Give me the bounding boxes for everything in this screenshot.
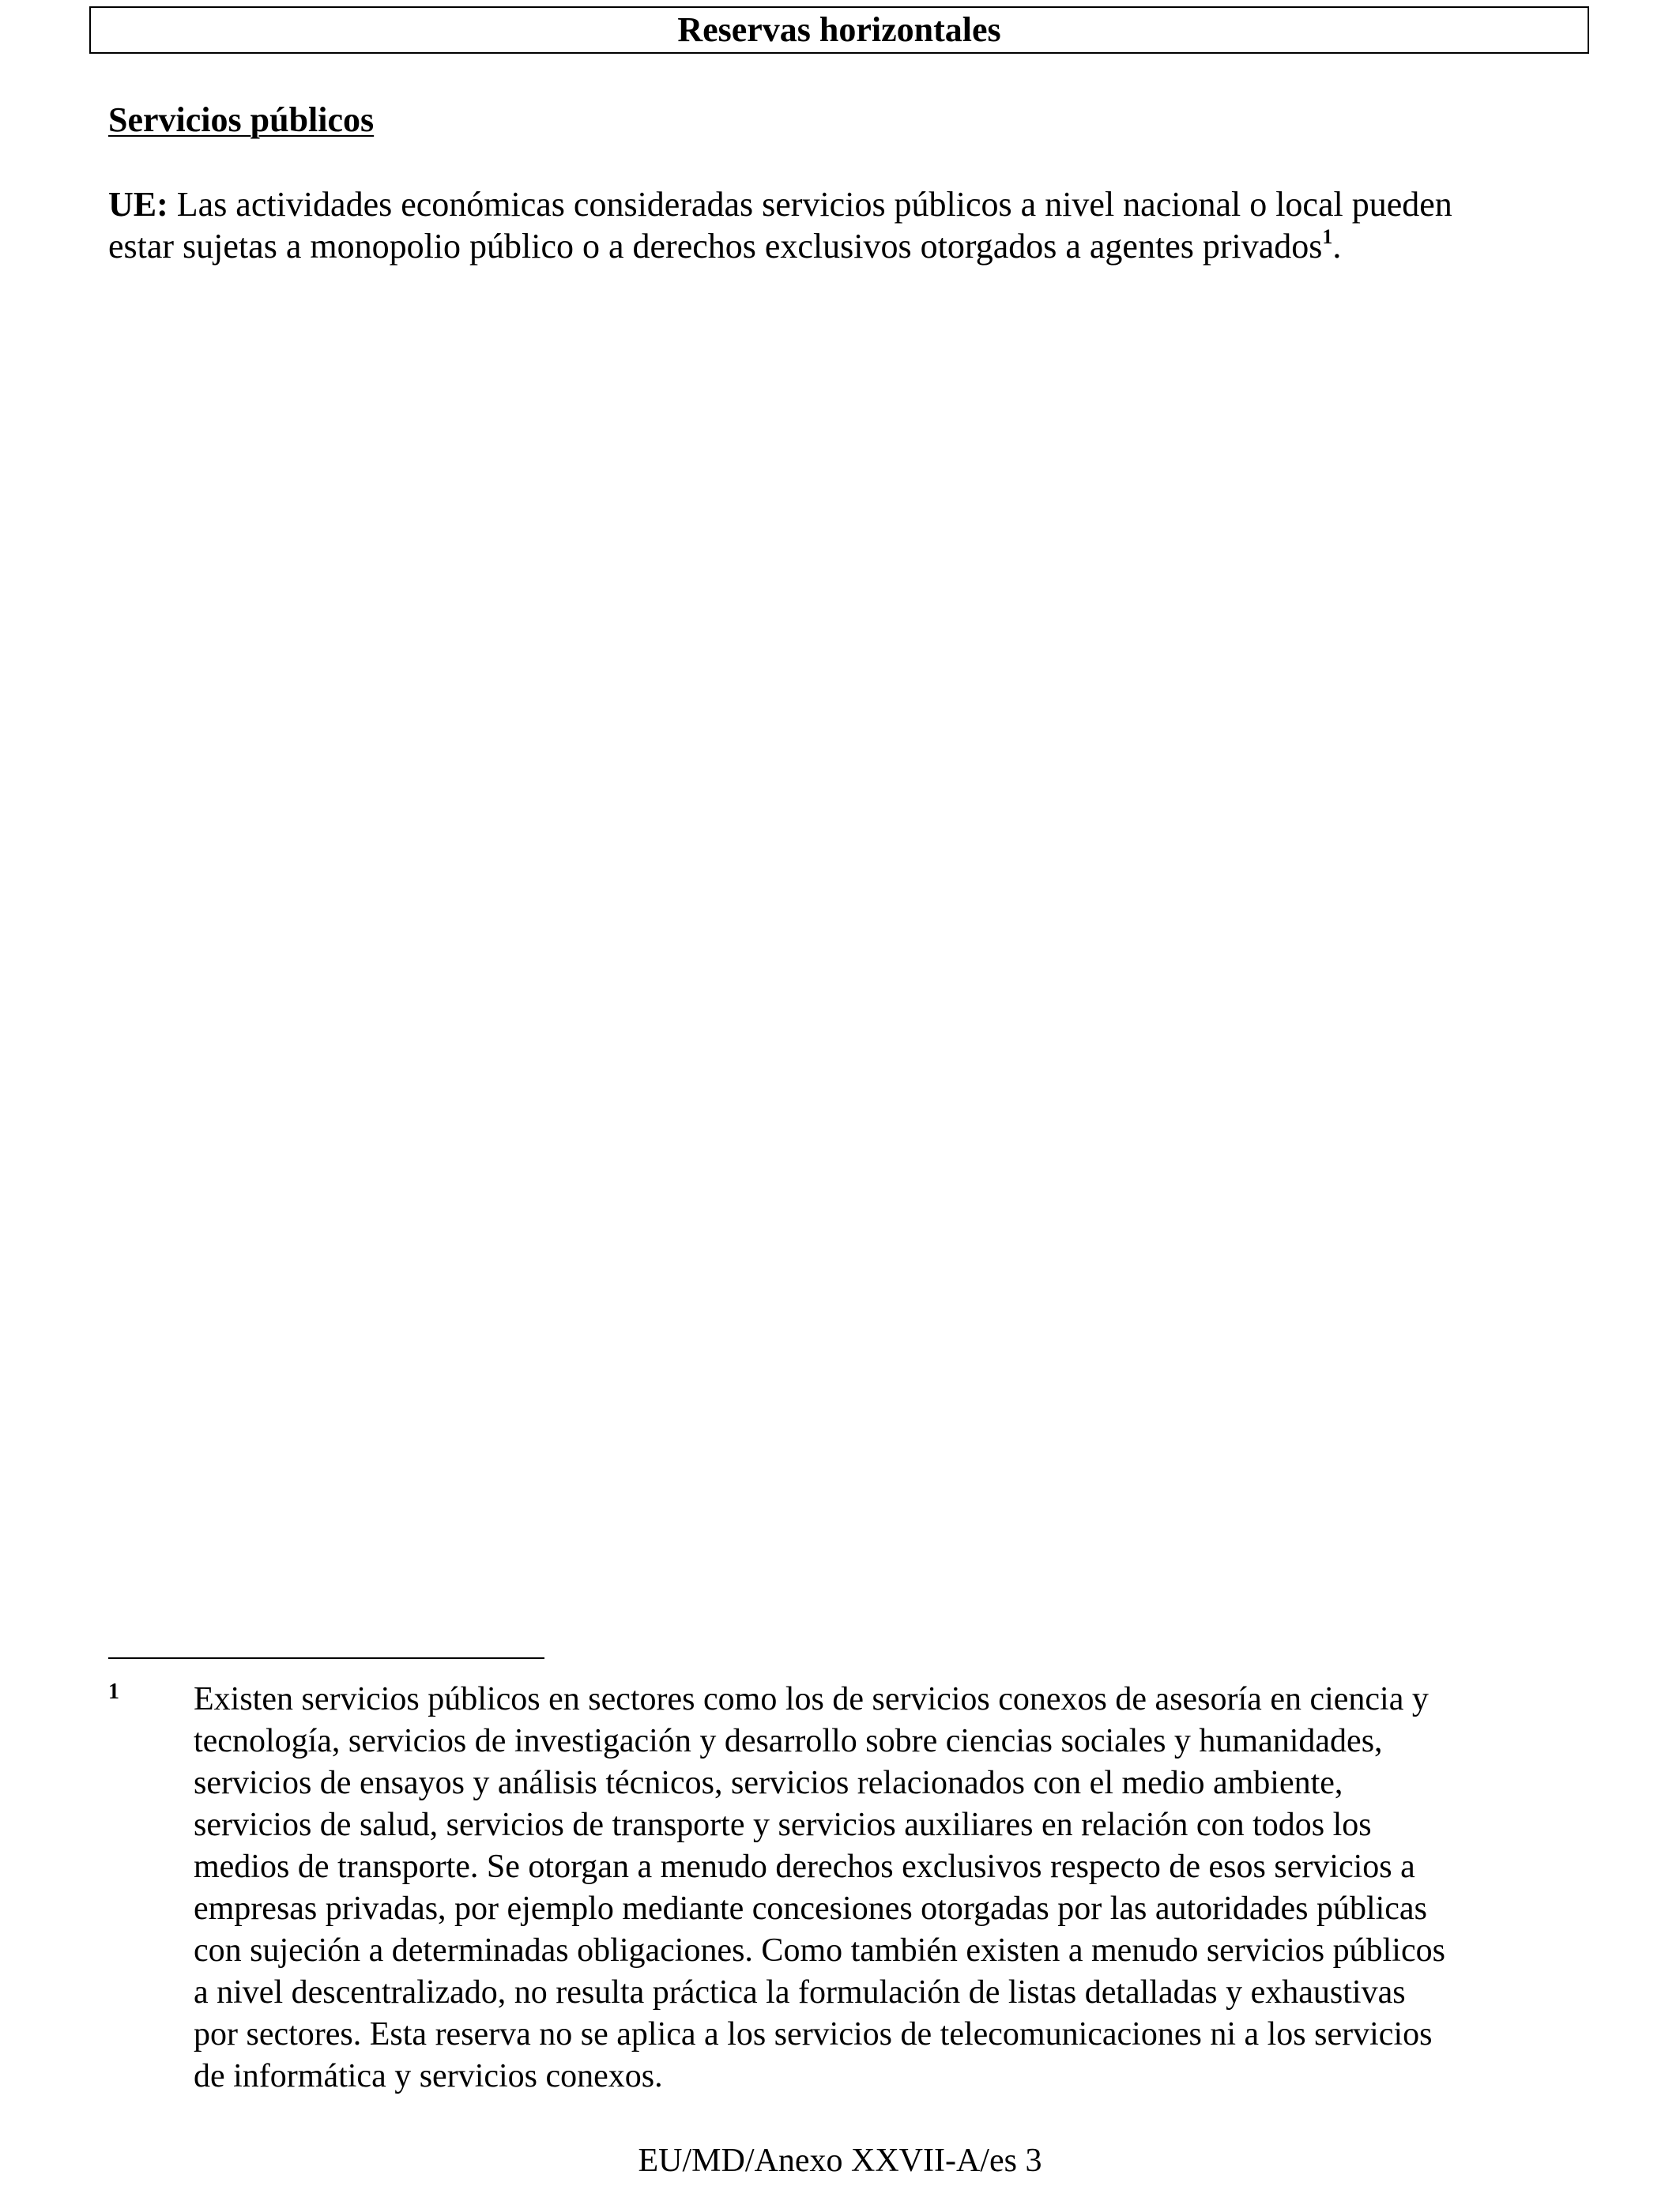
page-footer: EU/MD/Anexo XXVII-A/es 3	[638, 2143, 1042, 2179]
body-paragraph	[108, 183, 1594, 267]
footnote-line: servicios de salud, servicios de transporte y servicios auxiliares en relación con todos los	[194, 1807, 1372, 1843]
footnote-text	[194, 1679, 1679, 2098]
footnote-line: de informática y servicios conexos.	[194, 2058, 663, 2094]
footnote-line: empresas privadas, por ejemplo mediante concesiones otorgadas por las autoridades públicas	[194, 1891, 1427, 1927]
paragraph-prefix: UE:	[108, 185, 168, 224]
paragraph-end: .	[1332, 227, 1342, 266]
footnote-line: por sectores. Esta reserva no se aplica a los servicios de telecomunicaciones ni a los servicios	[194, 2016, 1433, 2053]
page-title: Reservas horizontales	[677, 10, 1001, 49]
footnote-reference[interactable]: 1	[1322, 225, 1333, 248]
paragraph-line-1: Las actividades económicas consideradas servicios públicos a nivel nacional o local pueden	[176, 185, 1452, 224]
footnote-line: tecnología, servicios de investigación y desarrollo sobre ciencias sociales y humanidades,	[194, 1723, 1383, 1759]
footnote-line: a nivel descentralizado, no resulta práctica la formulación de listas detalladas y exhaustivas	[194, 1974, 1406, 2011]
footnote-marker: 1	[108, 1679, 119, 1704]
footnote-line: con sujeción a determinadas obligaciones. Como también existen a menudo servicios públicos	[194, 1932, 1445, 1969]
paragraph-line-2: estar sujetas a monopolio público o a derechos exclusivos otorgados a agentes privados	[108, 227, 1323, 266]
footnote-line: medios de transporte. Se otorgan a menudo derechos exclusivos respecto de esos servicios a	[194, 1849, 1415, 1885]
header-box	[89, 6, 1589, 54]
section-heading: Servicios públicos	[108, 100, 375, 139]
footnote-line: Existen servicios públicos en sectores como los de servicios conexos de asesoría en ciencia y	[194, 1681, 1429, 1717]
footnote-divider	[108, 1657, 544, 1659]
footnote-line: servicios de ensayos y análisis técnicos, servicios relacionados con el medio ambiente,	[194, 1765, 1343, 1801]
